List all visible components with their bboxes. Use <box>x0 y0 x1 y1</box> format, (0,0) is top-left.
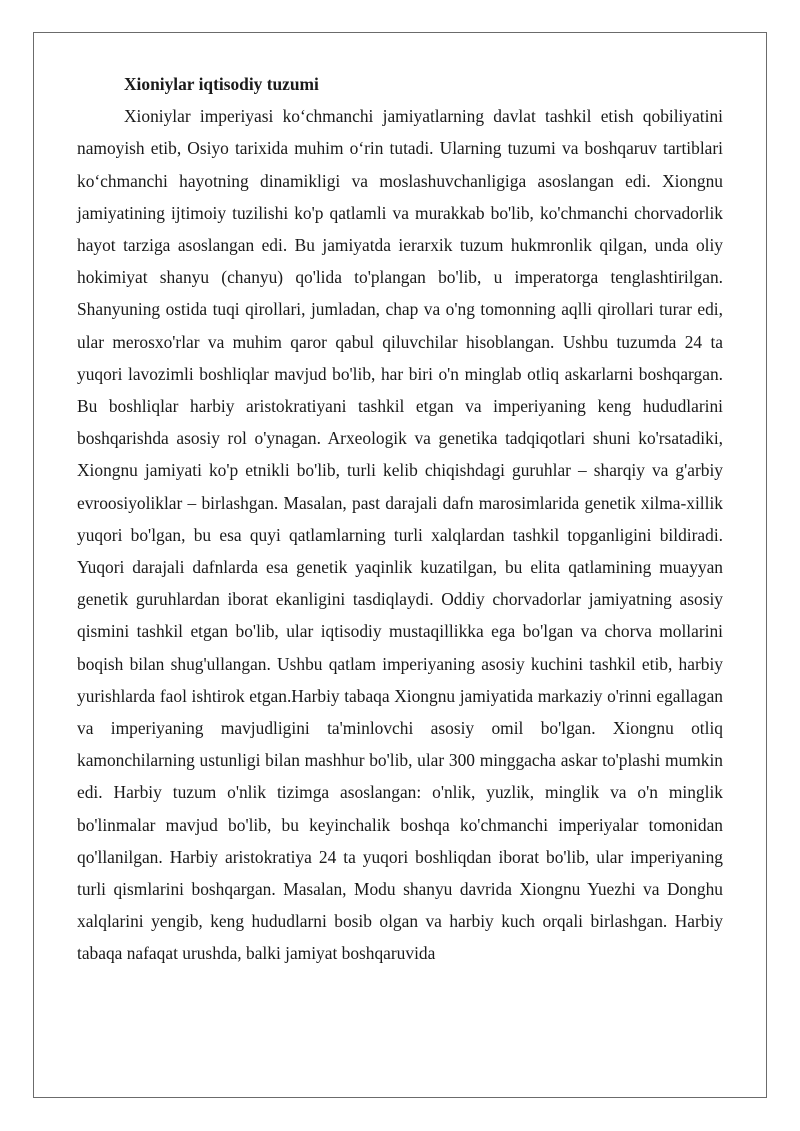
body-paragraph: Xioniylar imperiyasi ko‘chmanchi jamiyatlarning davlat tashkil etish qobiliyatini namoyish etib, Osiyo tarixida muhim o‘rin tutadi. Ularning tuzumi va boshqaruv tartiblari ko‘chmanchi hayotning dinamikligi va moslashuvchanligiga asoslangan edi. Xiongnu jamiyatining ijtimoiy tuzilishi ko'p qatlamli va murakkab bo'lib, ko'chmanchi chorvadorlik hayot tarziga asoslangan edi. Bu jamiyatda ierarxik tuzum hukmronlik qilgan, unda oliy hokimiyat shanyu (chanyu) qo'lida to'plangan bo'lib, u imperatorga tenglashtirilgan. Shanyuning ostida tuqi qirollari, jumladan, chap va o'ng tomonning aqlli qirollari turar edi, ular merosxo'rlar va muhim qaror qabul qiluvchilar hisoblangan. Ushbu tuzumda 24 ta yuqori lavozimli boshliqlar mavjud bo'lib, har biri o'n minglab otliq askarlarni boshqargan. Bu boshliqlar harbiy aristokratiyani tashkil etgan va imperiyaning keng hududlarini boshqarishda asosiy rol o'ynagan. Arxeologik va genetika tadqiqotlari shuni ko'rsatadiki, Xiongnu jamiyati ko'p etnikli bo'lib, turli kelib chiqishdagi guruhlar – sharqiy va g'arbiy evroosiyoliklar – birlashgan. Masalan, past darajali dafn marosimlarida genetik xilma-xillik yuqori bo'lgan, bu esa quyi qatlamlarning turli xalqlardan tashkil topganligini bildiradi. Yuqori darajali dafnlarda esa genetik yaqinlik kuzatilgan, bu elita qatlamining muayyan genetik guruhlardan iborat ekanligini tasdiqlaydi. Oddiy chorvadorlar jamiyatning asosiy qismini tashkil etgan bo'lib, ular iqtisodiy mustaqillikka ega bo'lgan va chorva mollarini boqish bilan shug'ullangan. Ushbu qatlam imperiyaning asosiy kuchini tashkil etib, harbiy yurishlarda faol ishtirok etgan.Harbiy tabaqa Xiongnu jamiyatida markaziy o'rinni egallagan va imperiyaning mavjudligini ta'minlovchi asosiy omil bo'lgan. Xiongnu otliq kamonchilarning ustunligi bilan mashhur bo'lib, ular 300 minggacha askar to'plashi mumkin edi. Harbiy tuzum o'nlik tizimga asoslangan: o'nlik, yuzlik, minglik va o'n minglik bo'linmalar mavjud bo'lib, bu keyinchalik boshqa ko'chmanchi imperiyalar tomonidan qo'llanilgan. Harbiy aristokratiya 24 ta yuqori boshliqdan iborat bo'lib, ular imperiyaning turli qismlarini boshqargan. Masalan, Modu shanyu davrida Xiongnu Yuezhi va Donghu xalqlarini yengib, keng hududlarni bosib olgan va harbiy kuch orqali birlashgan. Harbiy tabaqa nafaqat urushda, balki jamiyat boshqaruvida <box>77 106 723 964</box>
document-body <box>77 68 723 970</box>
section-heading: Xioniylar iqtisodiy tuzumi <box>124 74 319 94</box>
